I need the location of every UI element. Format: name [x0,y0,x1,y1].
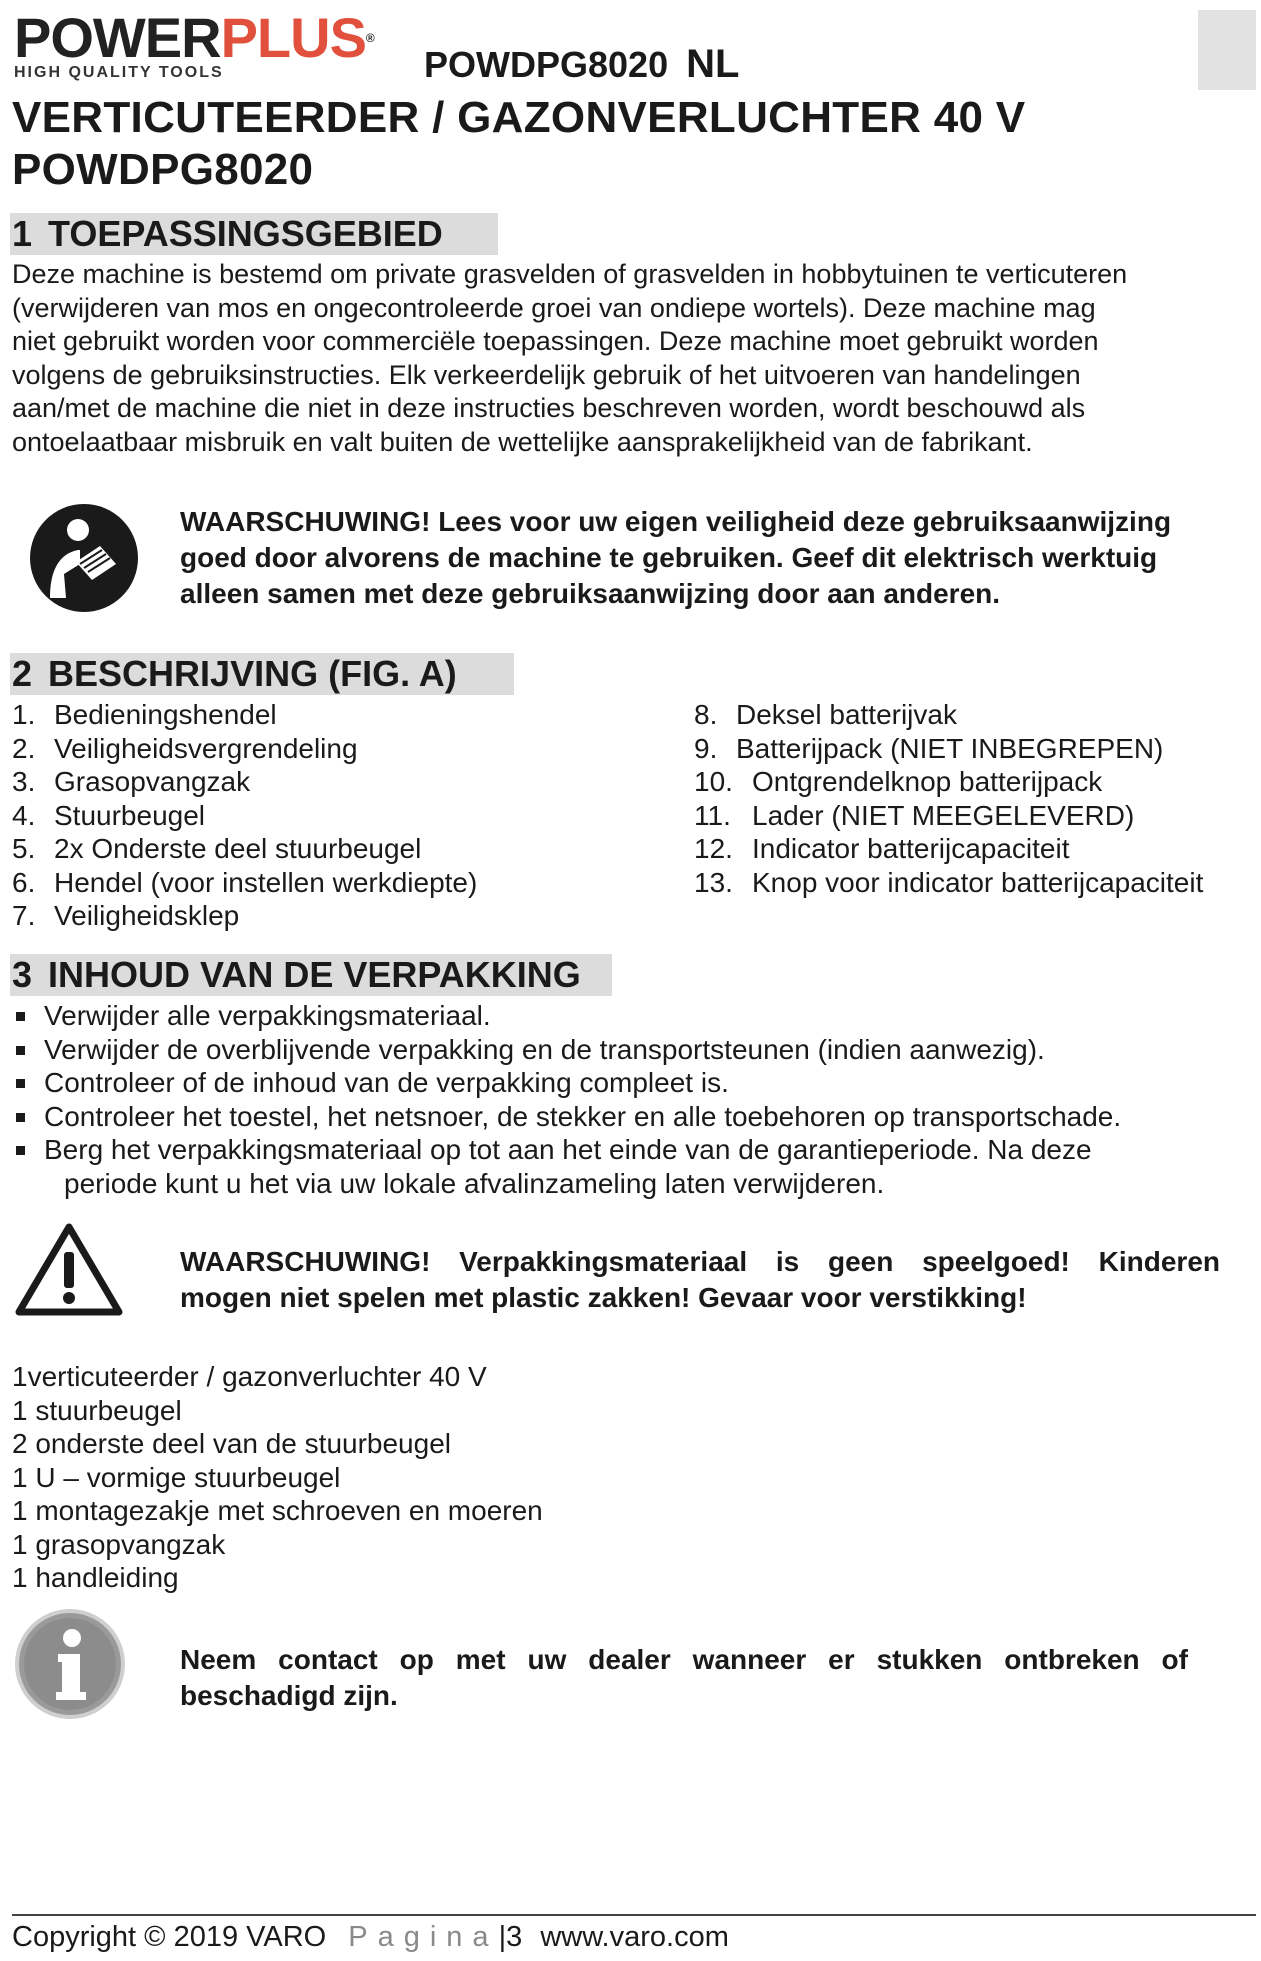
contents-item: 1 U – vormige stuurbeugel [12,1461,341,1493]
warning-line: goed door alvorens de machine te gebruiken. Geef dit elektrisch werktuig [180,542,1158,573]
list-item: 1. Bedieningshendel [12,699,277,730]
paragraph-line: (verwijderen van mos en ongecontroleerde groei van ondiepe wortels). Deze machine mag [12,292,1096,323]
page-title [12,92,1025,196]
list-item: 6. Hendel (voor instellen werkdiepte) [12,866,478,898]
contents-item: 1 stuurbeugel [12,1394,182,1426]
section-heading-1: 1 TOEPASSINGSGEBIED [10,213,498,255]
read-manual-icon [28,502,140,614]
title-line: VERTICUTEERDER / GAZONVERLUCHTER 40 V [12,93,1026,142]
warning-line: alleen samen met deze gebruiksaanwijzing door aan anderen. [180,578,1001,609]
list-item: 3. Grasopvangzak [12,766,251,797]
list-item: 4. Stuurbeugel [12,799,206,831]
warning-line: WAARSCHUWING! Verpakkingsmateriaal is geen speelgoed! Kinderen [180,1246,1220,1277]
paragraph-line: volgens de gebruiksinstructies. Elk verkeerdelijk gebruik of het uitvoeren van handelingen [12,359,1081,390]
section-heading-3: 3 INHOUD VAN DE VERPAKKING [10,954,612,996]
info-line: Neem contact op met uw dealer wanneer er stukken ontbreken of [180,1644,1188,1675]
list-item: 9. Batterijpack (NIET INBEGREPEN) [694,732,1164,764]
packaging-bullets [12,999,1252,1167]
list-item: 7. Veiligheidsklep [12,900,240,931]
contents-item: 1 montagezakje met schroeven en moeren [12,1495,543,1526]
package-contents [12,1360,543,1595]
contents-item: 1 handleiding [12,1562,179,1593]
list-item: 13. Knop voor indicator batterijcapaciteit [694,866,1204,898]
bullet-item: Verwijder alle verpakkingsmateriaal. [12,999,1252,1033]
contents-item: 2 onderste deel van de stuurbeugel [12,1428,451,1459]
warning-read-manual [180,504,1250,612]
bullet-item: Controleer of de inhoud van de verpakking compleet is. [12,1066,1252,1100]
section-heading-2: 2 BESCHRIJVING (FIG. A) [10,653,514,695]
description-list-right [694,698,1203,899]
paragraph-line: niet gebruikt worden voor commerciële toepassingen. Deze machine moet gebruikt worden [12,326,1099,356]
footer-page-number: 3 [506,1921,523,1953]
brand-name: POWERPLUS® [14,6,374,69]
page-footer [12,1921,729,1954]
contents-item: 1 grasopvangzak [12,1528,226,1560]
model-code: POWDPG8020 [424,44,669,85]
section1-paragraph [12,258,1258,459]
paragraph-line: ontoelaatbaar misbruik en valt buiten de wettelijke aansprakelijkheid van de fabrikant. [12,426,1033,457]
info-icon [14,1608,126,1720]
bullet-item: Berg het verpakkingsmateriaal op tot aan het einde van de garantieperiode. Na deze [12,1133,1252,1167]
paragraph-line: Deze machine is bestemd om private grasvelden of grasvelden in hobbytuinen te verticuteren [12,259,1128,289]
bullet-continuation: periode kunt u het via uw lokale afvalinzameling laten verwijderen. [64,1168,885,1199]
list-item: 10. Ontgrendelknop batterijpack [694,766,1103,797]
info-line: beschadigd zijn. [180,1680,398,1711]
footer-website: www.varo.com [540,1921,729,1953]
header-model [424,42,739,87]
list-item: 12. Indicator batterijcapaciteit [694,833,1070,864]
language-code: NL [686,42,740,86]
footer-copyright: Copyright © 2019 VARO [12,1921,327,1953]
bullet-item: Controleer het toestel, het netsnoer, de stekker en alle toebehoren op transportschade. [12,1100,1252,1134]
list-item: 8. Deksel batterijvak [694,699,957,730]
corner-tab [1198,10,1256,90]
title-line: POWDPG8020 [12,145,314,194]
contents-item: 1verticuteerder / gazonverluchter 40 V [12,1361,487,1392]
warning-line: mogen niet spelen met plastic zakken! Gevaar voor verstikking! [180,1282,1027,1313]
brand-logo [14,6,414,81]
list-item: 2. Veiligheidsvergrendeling [12,732,358,764]
warning-line: WAARSCHUWING! Lees voor uw eigen veiligheid deze gebruiksaanwijzing [180,506,1172,537]
description-list-left [12,698,477,933]
bullet-item: Verwijder de overblijvende verpakking en de transportsteunen (indien aanwezig). [12,1033,1252,1067]
list-item: 11. Lader (NIET MEEGELEVERD) [694,799,1135,831]
footer-page-word: Pagina [348,1921,499,1953]
warning-packaging [180,1244,1220,1316]
footer-page-separator: | [498,1921,507,1953]
paragraph-line: aan/met de machine die niet in deze instructies beschreven worden, wordt beschouwd als [12,393,1086,423]
list-item: 5. 2x Onderste deel stuurbeugel [12,833,422,864]
brand-tagline: HIGH QUALITY TOOLS [14,64,224,81]
footer-divider [12,1914,1256,1916]
info-note [180,1642,1188,1714]
warning-triangle-icon [14,1222,124,1318]
